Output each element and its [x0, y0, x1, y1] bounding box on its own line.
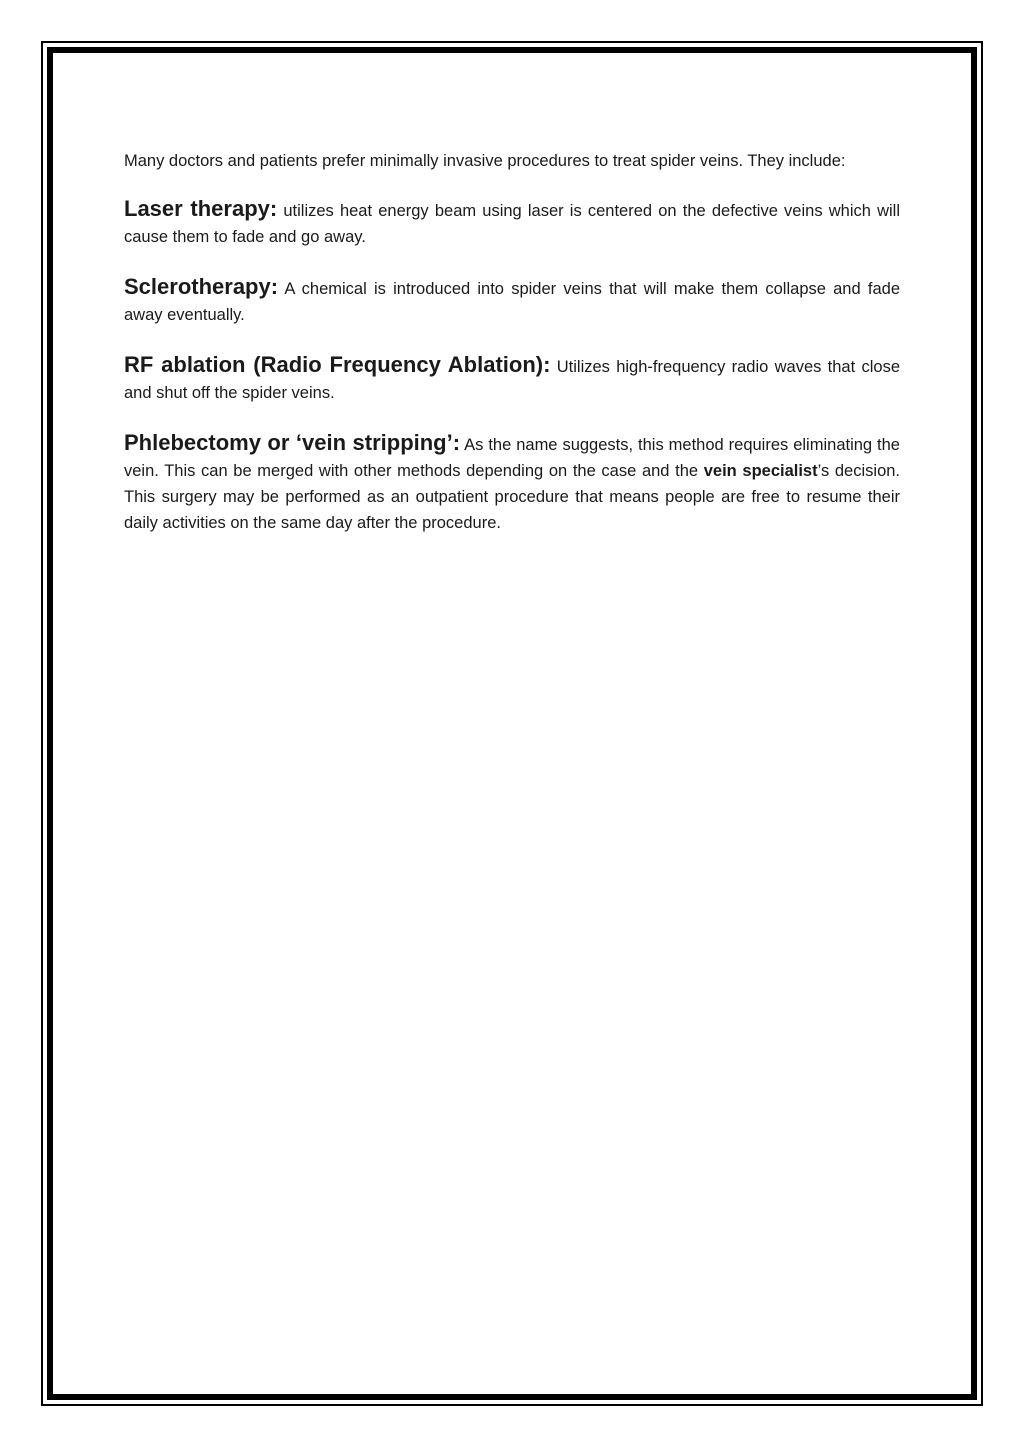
intro-paragraph: Many doctors and patients prefer minimally invasive procedures to treat spider veins. They include: — [124, 152, 846, 170]
vein-specialist-link-text: vein specialist — [703, 462, 818, 480]
description-rf-ablation: Utilizes high-frequency radio waves that close and shut off the spider veins. — [124, 358, 900, 402]
entry-phlebectomy — [124, 430, 900, 536]
term-sclerotherapy: Sclerotherapy: — [124, 274, 279, 299]
entry-rf-ablation — [124, 352, 900, 406]
description-phlebectomy-after: ’s decision. This surgery may be performed as an outpatient procedure that means people are free to resume their daily activities on the same day after the procedure. — [124, 462, 901, 532]
entry-laser-therapy — [124, 196, 900, 250]
term-rf-ablation: RF ablation (Radio Frequency Ablation): — [124, 352, 551, 377]
description-sclerotherapy: A chemical is introduced into spider veins that will make them collapse and fade away eventually. — [124, 280, 900, 324]
term-phlebectomy: Phlebectomy or ‘vein stripping’: — [124, 430, 461, 455]
document-body — [124, 148, 900, 560]
entry-sclerotherapy — [124, 274, 900, 328]
description-phlebectomy-before: As the name suggests, this method requires eliminating the vein. This can be merged with other methods depending on the case and the — [124, 436, 900, 480]
description-laser-therapy: utilizes heat energy beam using laser is centered on the defective veins which will cause them to fade and go away. — [124, 202, 900, 246]
term-laser-therapy: Laser therapy: — [124, 196, 278, 221]
